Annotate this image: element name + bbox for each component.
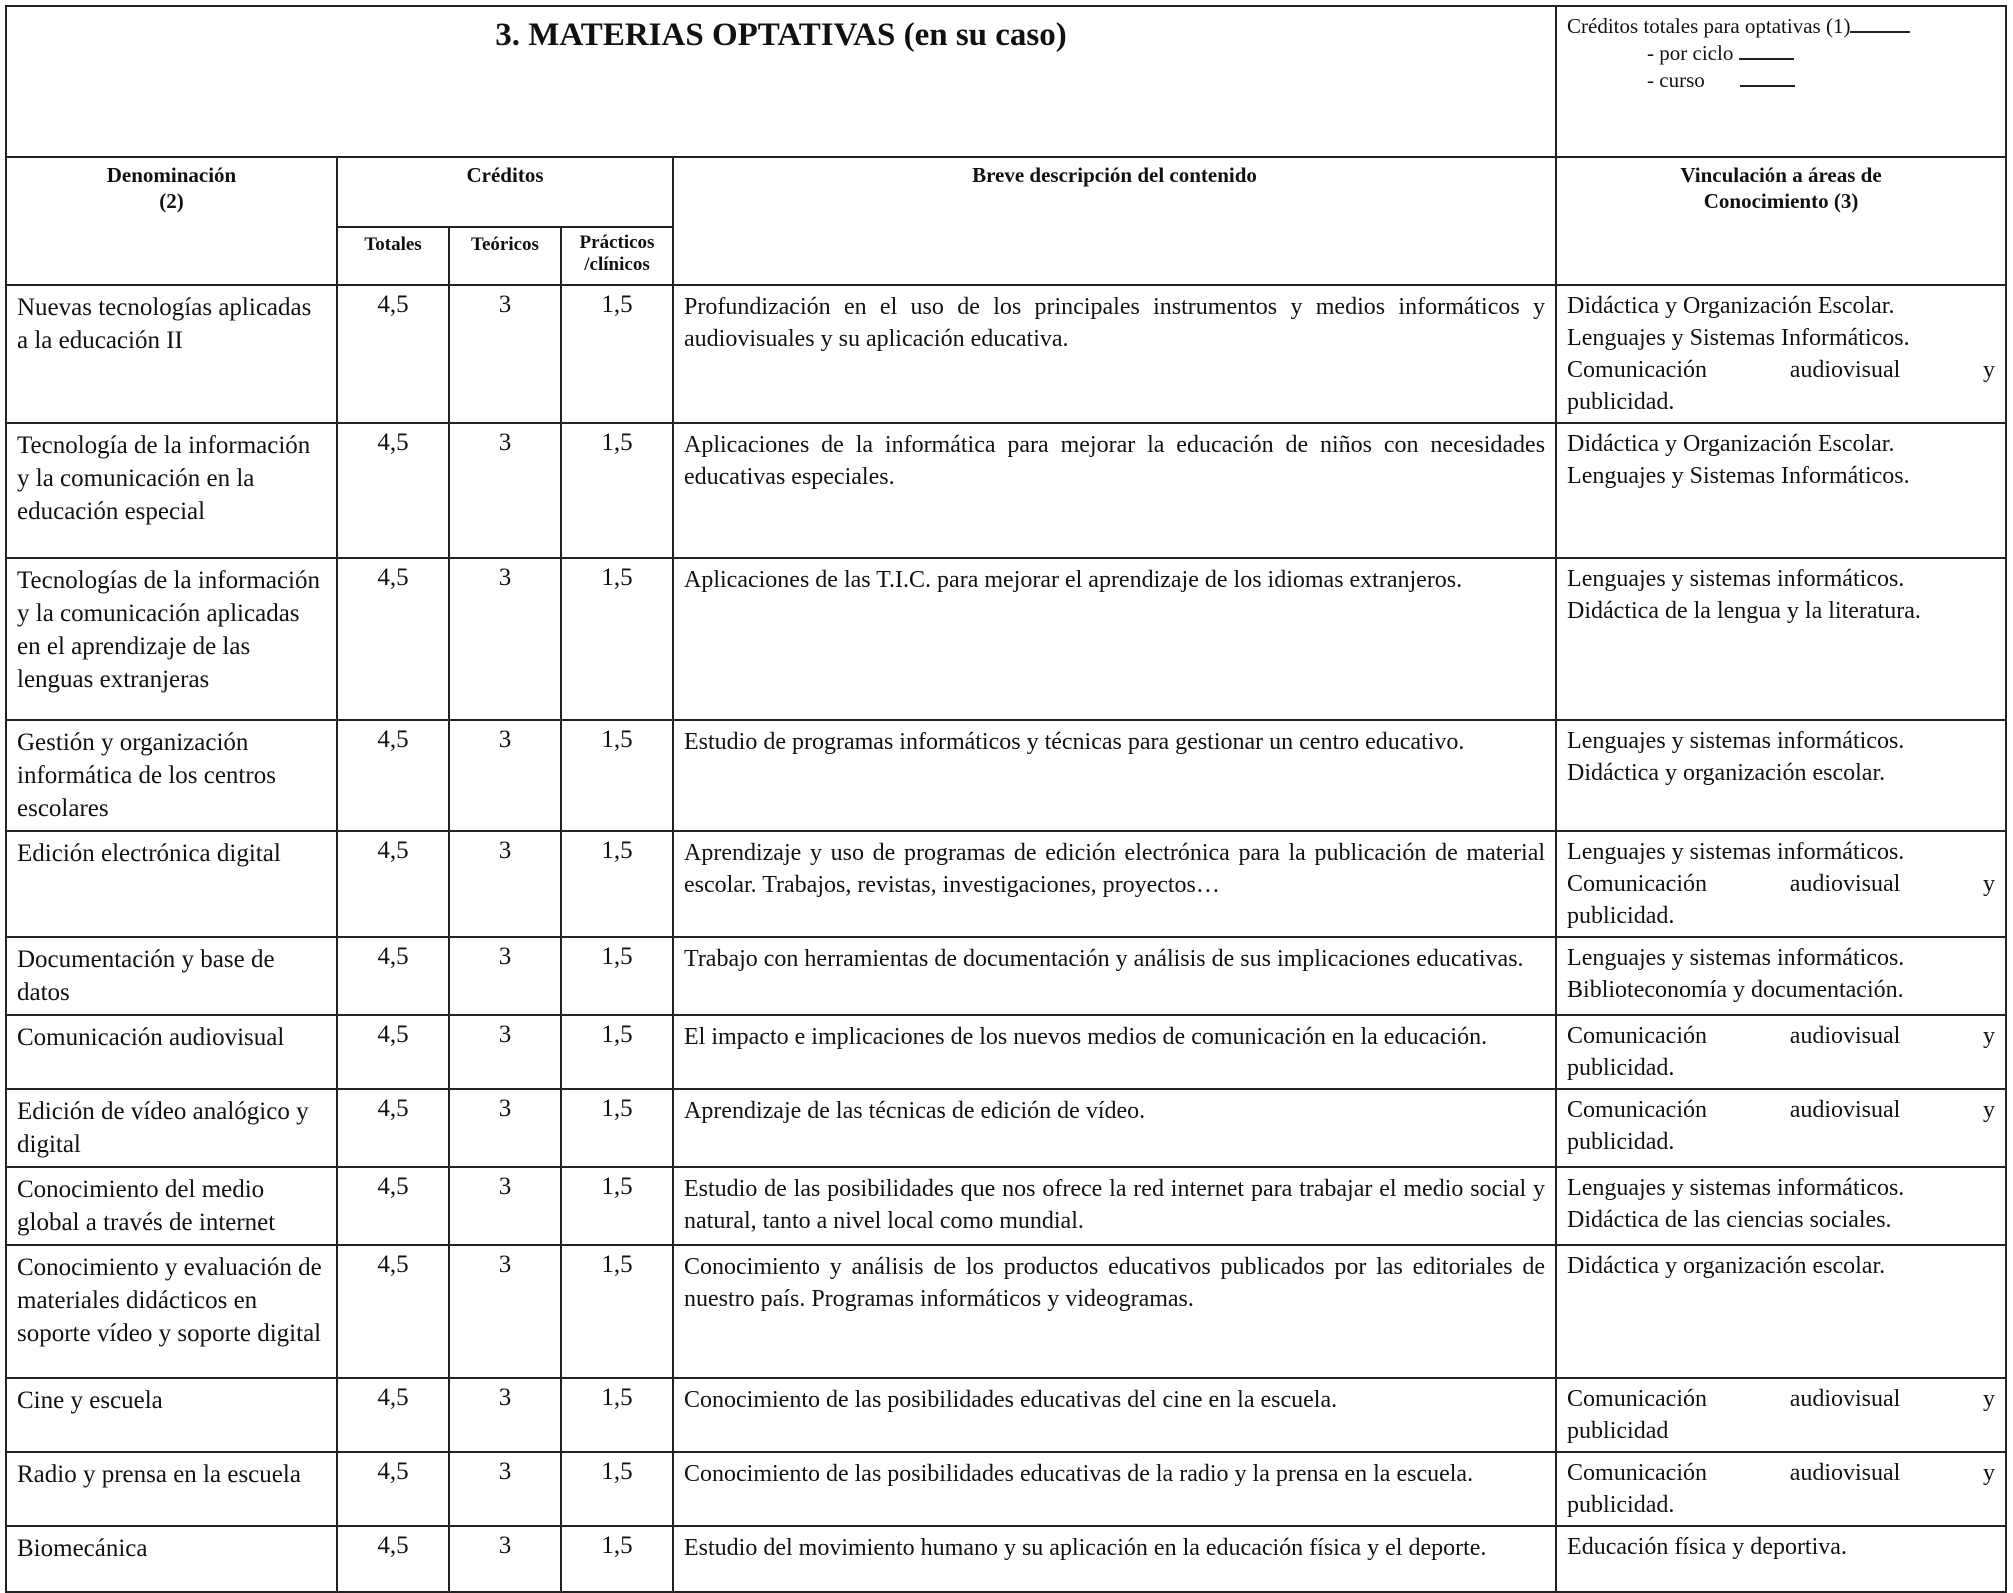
credits-theory: 3 (449, 285, 561, 423)
total-credits-box (1556, 6, 2006, 157)
credits-total: 4,5 (337, 1452, 449, 1526)
credits-theory: 3 (449, 720, 561, 831)
subject-name: Documentación y base de datos (6, 937, 337, 1015)
total-credits-line (1567, 13, 1995, 40)
credits-theory: 3 (449, 1245, 561, 1378)
subject-description: Aplicaciones de la informática para mejorar la educación de niños con necesidades educativas especiales. (673, 423, 1556, 558)
credits-total: 4,5 (337, 937, 449, 1015)
subject-name: Tecnologías de la información y la comunicación aplicadas en el aprendizaje de las lenguas extranjeras (6, 558, 337, 720)
per-cycle-label: - por ciclo (1647, 41, 1734, 65)
subject-name: Biomecánica (6, 1526, 337, 1592)
credits-total: 4,5 (337, 1245, 449, 1378)
knowledge-area: Lenguajes y sistemas informáticos. (1567, 728, 1905, 754)
knowledge-areas (1556, 423, 2006, 558)
knowledge-area: Biblioteconomía y documentación. (1567, 977, 1904, 1003)
table-row (6, 1245, 2006, 1378)
col-header-totals: Totales (337, 227, 449, 285)
credits-practice: 1,5 (561, 720, 673, 831)
knowledge-areas (1556, 558, 2006, 720)
knowledge-area: Didáctica de la lengua y la literatura. (1567, 598, 1921, 624)
credits-theory: 3 (449, 1167, 561, 1245)
knowledge-area: Lenguajes y sistemas informáticos. (1567, 1175, 1905, 1201)
credits-total: 4,5 (337, 1378, 449, 1452)
table-row (6, 937, 2006, 1015)
credits-total: 4,5 (337, 720, 449, 831)
knowledge-area: Comunicación audiovisual y (1567, 1023, 1996, 1049)
knowledge-areas (1556, 1245, 2006, 1378)
subject-description: Estudio de programas informáticos y técnicas para gestionar un centro educativo. (673, 720, 1556, 831)
credits-theory: 3 (449, 1089, 561, 1167)
knowledge-area: Didáctica y organización escolar. (1567, 760, 1886, 786)
credits-theory: 3 (449, 1378, 561, 1452)
col-header-practice: Prácticos /clínicos (561, 227, 673, 285)
credits-practice: 1,5 (561, 1245, 673, 1378)
credits-practice: 1,5 (561, 1015, 673, 1089)
credits-total: 4,5 (337, 831, 449, 937)
credits-practice: 1,5 (561, 1526, 673, 1592)
credits-theory: 3 (449, 1452, 561, 1526)
knowledge-areas (1556, 285, 2006, 423)
subject-name: Tecnología de la información y la comunicación en la educación especial (6, 423, 337, 558)
subject-name: Edición de vídeo analógico y digital (6, 1089, 337, 1167)
knowledge-area: Didáctica y Organización Escolar. (1567, 293, 1895, 319)
col-header-credits: Créditos (337, 157, 673, 227)
subject-description: Aprendizaje y uso de programas de edición electrónica para la publicación de material escolar. Trabajos, revistas, investigaciones, proyectos… (673, 831, 1556, 937)
table-row (6, 1089, 2006, 1167)
col-header-description: Breve descripción del contenido (673, 157, 1556, 285)
subject-name: Gestión y organización informática de los centros escolares (6, 720, 337, 831)
credits-practice: 1,5 (561, 423, 673, 558)
subject-description: Conocimiento y análisis de los productos educativos publicados por las editoriales de nuestro país. Programas informáticos y videogramas. (673, 1245, 1556, 1378)
credits-theory: 3 (449, 1015, 561, 1089)
knowledge-area: Comunicación audiovisual y (1567, 1386, 1996, 1412)
subject-description: Conocimiento de las posibilidades educativas del cine en la escuela. (673, 1378, 1556, 1452)
knowledge-areas (1556, 1167, 2006, 1245)
credits-practice: 1,5 (561, 937, 673, 1015)
credits-practice: 1,5 (561, 831, 673, 937)
section-title: 3. MATERIAS OPTATIVAS (en su caso) (6, 6, 1556, 157)
knowledge-areas (1556, 1378, 2006, 1452)
col-header-theory: Teóricos (449, 227, 561, 285)
per-course-line (1567, 67, 1995, 94)
subject-name: Comunicación audiovisual (6, 1015, 337, 1089)
table-row (6, 558, 2006, 720)
knowledge-area: Comunicación audiovisual y (1567, 871, 1996, 897)
table-row (6, 1526, 2006, 1592)
knowledge-area: Lenguajes y sistemas informáticos. (1567, 839, 1905, 865)
knowledge-areas (1556, 831, 2006, 937)
header-row (6, 157, 2006, 227)
col-header-areas: Vinculación a áreas de Conocimiento (3) (1556, 157, 2006, 285)
credits-total: 4,5 (337, 558, 449, 720)
title-row (6, 6, 2006, 157)
knowledge-area: Didáctica de las ciencias sociales. (1567, 1207, 1892, 1233)
knowledge-area: Lenguajes y Sistemas Informáticos. (1567, 463, 1910, 489)
table-row (6, 720, 2006, 831)
knowledge-area: Comunicación audiovisual y (1567, 357, 1996, 383)
knowledge-areas (1556, 937, 2006, 1015)
knowledge-area: publicidad. (1567, 1055, 1675, 1081)
credits-total: 4,5 (337, 1167, 449, 1245)
credits-theory: 3 (449, 831, 561, 937)
table-row (6, 285, 2006, 423)
knowledge-area: Lenguajes y sistemas informáticos. (1567, 566, 1905, 592)
table-row (6, 831, 2006, 937)
credits-total: 4,5 (337, 285, 449, 423)
per-cycle-blank[interactable] (1739, 40, 1794, 60)
credits-total: 4,5 (337, 423, 449, 558)
subject-description: Profundización en el uso de los principales instrumentos y medios informáticos y audiovisuales y su aplicación educativa. (673, 285, 1556, 423)
knowledge-area: publicidad (1567, 1418, 1669, 1444)
table-row (6, 1167, 2006, 1245)
knowledge-areas (1556, 1015, 2006, 1089)
knowledge-area: Educación física y deportiva. (1567, 1534, 1847, 1560)
credits-practice: 1,5 (561, 558, 673, 720)
total-credits-label: Créditos totales para optativas (1) (1567, 14, 1851, 38)
knowledge-area: publicidad. (1567, 1129, 1675, 1155)
subject-description: Aplicaciones de las T.I.C. para mejorar el aprendizaje de los idiomas extranjeros. (673, 558, 1556, 720)
subject-description: Aprendizaje de las técnicas de edición de vídeo. (673, 1089, 1556, 1167)
subject-name: Edición electrónica digital (6, 831, 337, 937)
credits-total: 4,5 (337, 1015, 449, 1089)
table-row (6, 1378, 2006, 1452)
credits-practice: 1,5 (561, 1167, 673, 1245)
knowledge-area: Comunicación audiovisual y (1567, 1097, 1996, 1123)
subject-name: Conocimiento y evaluación de materiales didácticos en soporte vídeo y soporte digital (6, 1245, 337, 1378)
per-course-label: - curso (1647, 68, 1705, 92)
credits-practice: 1,5 (561, 1452, 673, 1526)
per-cycle-line (1567, 40, 1995, 67)
credits-total: 4,5 (337, 1089, 449, 1167)
subject-description: Trabajo con herramientas de documentación y análisis de sus implicaciones educativas. (673, 937, 1556, 1015)
knowledge-areas (1556, 1526, 2006, 1592)
total-credits-blank[interactable] (1850, 13, 1910, 33)
subject-name: Nuevas tecnologías aplicadas a la educación II (6, 285, 337, 423)
credits-practice: 1,5 (561, 1089, 673, 1167)
credits-theory: 3 (449, 558, 561, 720)
subject-name: Cine y escuela (6, 1378, 337, 1452)
subject-description: Estudio del movimiento humano y su aplicación en la educación física y el deporte. (673, 1526, 1556, 1592)
credits-theory: 3 (449, 937, 561, 1015)
knowledge-area: publicidad. (1567, 1492, 1675, 1518)
knowledge-area: publicidad. (1567, 903, 1675, 929)
knowledge-areas (1556, 1089, 2006, 1167)
col-header-name: Denominación (2) (6, 157, 337, 285)
knowledge-area: Didáctica y organización escolar. (1567, 1253, 1886, 1279)
credits-practice: 1,5 (561, 285, 673, 423)
knowledge-area: Lenguajes y Sistemas Informáticos. (1567, 325, 1910, 351)
table-row (6, 1015, 2006, 1089)
subject-name: Radio y prensa en la escuela (6, 1452, 337, 1526)
subject-description: Conocimiento de las posibilidades educativas de la radio y la prensa en la escuela. (673, 1452, 1556, 1526)
knowledge-area: Didáctica y Organización Escolar. (1567, 431, 1895, 457)
credits-practice: 1,5 (561, 1378, 673, 1452)
per-course-blank[interactable] (1740, 67, 1795, 87)
knowledge-area: Comunicación audiovisual y (1567, 1460, 1996, 1486)
credits-theory: 3 (449, 1526, 561, 1592)
knowledge-area: Lenguajes y sistemas informáticos. (1567, 945, 1905, 971)
subjects-table (5, 5, 2007, 1593)
subject-description: El impacto e implicaciones de los nuevos medios de comunicación en la educación. (673, 1015, 1556, 1089)
credits-theory: 3 (449, 423, 561, 558)
knowledge-areas (1556, 720, 2006, 831)
subject-description: Estudio de las posibilidades que nos ofrece la red internet para trabajar el medio social y natural, tanto a nivel local como mundial. (673, 1167, 1556, 1245)
table-row (6, 423, 2006, 558)
knowledge-area: publicidad. (1567, 389, 1675, 415)
optional-subjects-form (5, 5, 2005, 1593)
subject-name: Conocimiento del medio global a través de internet (6, 1167, 337, 1245)
credits-total: 4,5 (337, 1526, 449, 1592)
